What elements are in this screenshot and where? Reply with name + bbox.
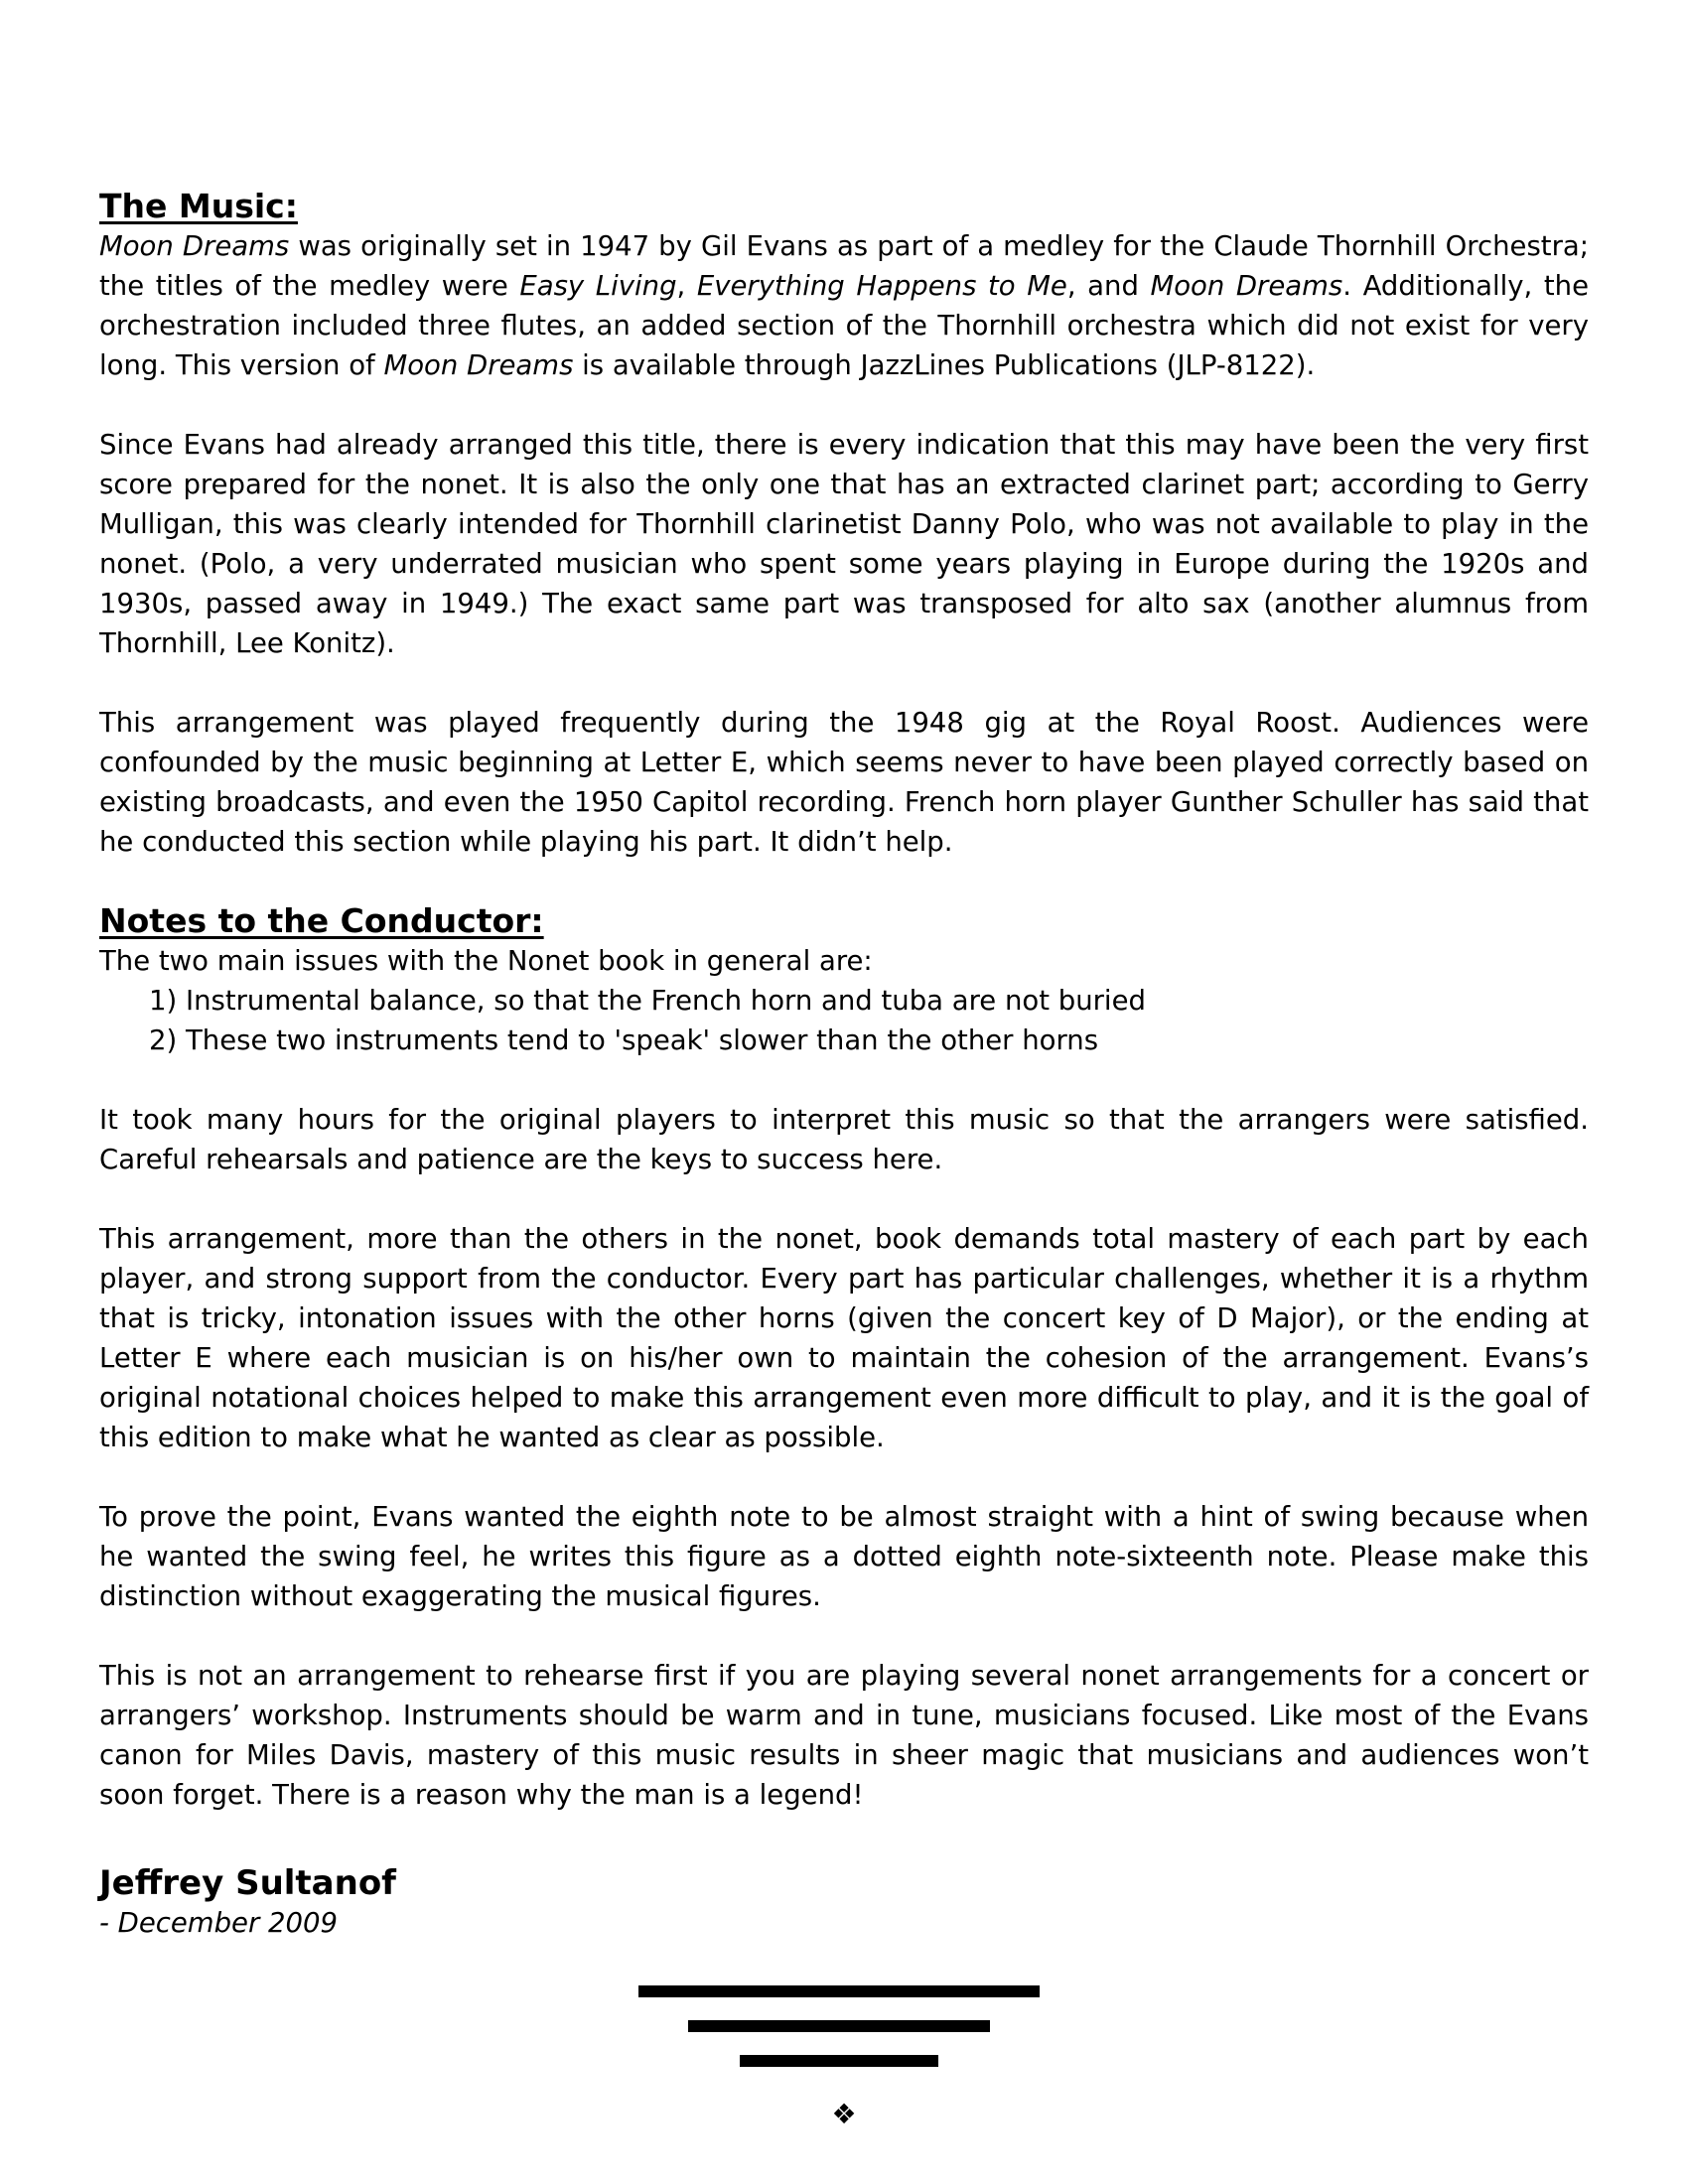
title-everything-happens: Everything Happens to Me — [696, 270, 1067, 302]
ornament-bar-bottom — [740, 2055, 938, 2067]
conductor-paragraph-1: It took many hours for the original players to interpret this music so that the arrangers were satisfied. Careful rehearsals and patience are the keys to success here. — [99, 1104, 1589, 1175]
title-easy-living: Easy Living — [519, 270, 677, 302]
conductor-paragraph-4: This is not an arrangement to rehearse first if you are playing several nonet arrangements for a concert or arrangers’ workshop. Instruments should be warm and in tune, musicians focused. Like most of the Evans canon for Miles Davis, mastery of this music results in sheer magic that musicians and audiences won’t soon forget. There is a reason why the man is a legend! — [99, 1660, 1589, 1811]
music-paragraph-1 — [99, 226, 1589, 385]
music-section — [99, 187, 1589, 862]
paragraph-gap — [99, 1060, 1589, 1100]
title-moon-dreams: Moon Dreams — [1150, 270, 1343, 302]
title-moon-dreams: Moon Dreams — [99, 230, 290, 262]
issues-intro: The two main issues with the Nonet book in general are: — [99, 945, 873, 977]
conductor-section — [99, 901, 1589, 1815]
list-item: 2) These two instruments tend to 'speak' slower than the other horns — [149, 1024, 1099, 1056]
text-run: , — [676, 270, 697, 302]
issues-list — [99, 981, 1589, 1060]
music-paragraph-3: This arrangement was played frequently during the 1948 gig at the Royal Roost. Audiences were confounded by the music beginning at Letter E, which seems never to have been played correctly based on existing broadcasts, and even the 1950 Capitol recording. French horn player Gunther Schuller has said that he conducted this section while playing his part. It didn’t help. — [99, 707, 1589, 858]
document-body — [99, 187, 1589, 1942]
conductor-paragraph-3: To prove the point, Evans wanted the eighth note to be almost straight with a hint of swing because when he wanted the swing feel, he writes this figure as a dotted eighth note-sixteenth note. Please make this distinction without exaggerating the musical figures. — [99, 1501, 1589, 1612]
text-run: . Additionally, the orchestration included three flutes, an added section of the Thornhill orchestra which did not exist for very long. This version of — [99, 270, 1590, 381]
conductor-heading: Notes to the Conductor: — [99, 901, 544, 940]
music-heading: The Music: — [99, 187, 298, 225]
ornament-bar-middle — [688, 2020, 990, 2032]
conductor-paragraph-2: This arrangement, more than the others in the nonet, book demands total mastery of each part by each player, and strong support from the conductor. Every part has particular challenges, whether it is a rhythm that is tricky, intonation issues with the other horns (given the concert key of D Major), or the ending at Letter E where each musician is on his/her own to maintain the cohesion of the arrangement. Evans’s original notational choices helped to make this arrangement even more difficult to play, and it is the goal of this edition to make what he wanted as clear as possible. — [99, 1223, 1589, 1453]
title-moon-dreams: Moon Dreams — [383, 349, 574, 381]
music-paragraph-2: Since Evans had already arranged this title, there is every indication that this may have been the very first score prepared for the nonet. It is also the only one that has an extracted clarinet part; according to Gerry Mulligan, this was clearly intended for Thornhill clarinetist Danny Polo, who was not available to play in the nonet. (Polo, a very underrated musician who spent some years playing in Europe during the 1920s and 1930s, passed away in 1949.) The exact same part was transposed for alto sax (another alumnus from Thornhill, Lee Konitz). — [99, 429, 1589, 659]
signature-name: Jeffrey Sultanof — [99, 1863, 396, 1903]
ornament-bar-top — [638, 1985, 1040, 1997]
closing-ornament — [0, 1985, 1688, 2164]
list-item: 1) Instrumental balance, so that the French horn and tuba are not buried — [149, 985, 1146, 1017]
text-run: , and — [1066, 270, 1151, 302]
text-run: is available through JazzLines Publications (JLP-8122). — [573, 349, 1316, 381]
four-diamond-fleuron-icon: ❖ — [831, 2098, 857, 2130]
signature-date: - December 2009 — [99, 1907, 338, 1939]
section-gap — [99, 862, 1589, 901]
text-run: was originally set in 1947 by Gil Evans as part of a medley for the Claude Thornhill Orchestra; the titles of the medley were — [99, 230, 1589, 302]
